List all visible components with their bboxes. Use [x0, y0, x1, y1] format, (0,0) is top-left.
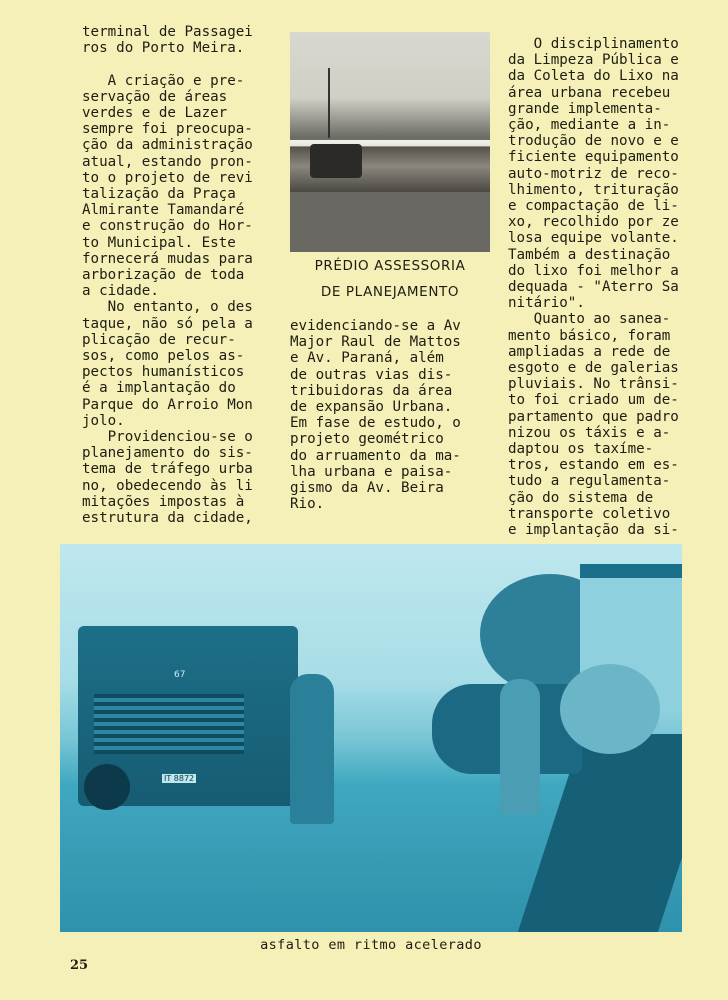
text-line: Também a destinação: [508, 246, 671, 263]
text-line: do lixo foi melhor a: [508, 262, 679, 279]
asphalt-work-photo: [60, 544, 682, 932]
building-photo-caption-line1: PRÉDIO ASSESSORIA: [314, 258, 466, 274]
text-line: tros, estando em es-: [508, 457, 679, 474]
text-line: tema de tráfego urba: [82, 461, 253, 478]
building-photo: [290, 32, 490, 252]
text-line: atual, estando pron-: [82, 153, 253, 170]
text-line: dequada - "Aterro Sa: [508, 279, 679, 296]
text-line: No entanto, o des: [82, 299, 253, 316]
road-roller-drum: [560, 664, 660, 754]
text-line: é a implantação do: [82, 380, 236, 397]
text-line: plicação de recur-: [82, 331, 236, 348]
text-line: lha urbana e paisa-: [290, 463, 453, 480]
text-line: Quanto ao sanea-: [508, 311, 671, 328]
text-line: da Limpeza Pública e: [508, 52, 679, 69]
text-line: terminal de Passagei: [82, 24, 253, 40]
text-line: to foi criado um de-: [508, 392, 679, 409]
text-line: Major Raul de Mattos: [290, 334, 461, 351]
text-line: a cidade.: [82, 283, 159, 300]
text-line: ampliadas a rede de: [508, 343, 671, 360]
text-line: de outras vias dis-: [290, 366, 453, 383]
text-line: projeto geométrico: [290, 431, 444, 448]
antenna-pole: [328, 68, 330, 138]
text-line: tribuidoras da área: [290, 382, 453, 399]
text-line: de expansão Urbana.: [290, 399, 453, 416]
text-line: ção do sistema de: [508, 489, 654, 506]
text-line: e construção do Hor-: [82, 218, 253, 235]
text-line: arborização de toda: [82, 267, 245, 284]
text-line: grande implementa-: [508, 100, 662, 117]
text-line: área urbana recebeu: [508, 84, 671, 101]
text-column-3: [508, 36, 704, 538]
text-line: to o projeto de revi: [82, 169, 253, 186]
text-column-1: [82, 24, 278, 526]
text-line: evidenciando-se a Av: [290, 318, 461, 334]
text-line: transporte coletivo: [508, 505, 671, 522]
text-line: A criação e pre-: [82, 72, 245, 89]
page-number: 25: [70, 958, 89, 973]
text-line: no, obedecendo às li: [82, 477, 253, 494]
truck-wheel: [84, 764, 130, 810]
text-line: xo, recolhido por ze: [508, 214, 679, 231]
text-line: servação de áreas: [82, 88, 228, 105]
text-line: do arruamento da ma-: [290, 447, 461, 464]
text-line: nitário".: [508, 295, 585, 312]
asphalt-photo-caption: asfalto em ritmo acelerado: [260, 937, 482, 953]
text-line: e implantação da si-: [508, 522, 679, 539]
text-line: mento básico, foram: [508, 327, 671, 344]
text-line: partamento que padro: [508, 408, 679, 425]
text-line: to Municipal. Este: [82, 234, 236, 251]
text-line: ção da administração: [82, 137, 253, 154]
text-line: lhimento, trituração: [508, 181, 679, 198]
text-line: e Av. Paraná, além: [290, 350, 444, 367]
text-line: auto-motriz de reco-: [508, 165, 679, 182]
text-line: Almirante Tamandaré: [82, 202, 245, 219]
worker-figure: [500, 679, 540, 814]
text-line: estrutura da cidade,: [82, 510, 253, 527]
text-line: Rio.: [290, 496, 325, 513]
road-shape: [290, 192, 490, 252]
building-photo-caption-line2: DE PLANEJAMENTO: [320, 284, 460, 300]
truck-license-plate: IT 8872: [164, 774, 195, 783]
text-line: Parque do Arroio Mon: [82, 396, 253, 413]
text-line: sempre foi preocupa-: [82, 121, 253, 138]
text-line: [82, 56, 278, 72]
car-shape: [310, 144, 362, 178]
text-line: pluviais. No trânsi-: [508, 376, 679, 393]
text-line: fornecerá mudas para: [82, 250, 253, 267]
text-line: jolo.: [82, 412, 125, 429]
text-column-2: [290, 318, 490, 512]
text-line: talização da Praça: [82, 186, 236, 203]
truck-grille: [94, 694, 244, 754]
text-line: gismo da Av. Beira: [290, 480, 444, 497]
truck-number: 67: [174, 670, 186, 680]
text-line: sos, como pelos as-: [82, 348, 245, 365]
text-line: ção, mediante a in-: [508, 117, 671, 134]
text-line: Providenciou-se o: [82, 429, 253, 446]
text-line: verdes e de Lazer: [82, 105, 228, 122]
text-line: Em fase de estudo, o: [290, 415, 461, 432]
text-line: planejamento do sis-: [82, 445, 253, 462]
text-line: esgoto e de galerias: [508, 360, 679, 377]
worker-figure: [290, 674, 334, 824]
text-line: pectos humanísticos: [82, 364, 245, 381]
text-line: O disciplinamento: [508, 36, 679, 52]
text-line: e compactação de li-: [508, 198, 679, 215]
text-line: taque, não só pela a: [82, 315, 253, 332]
text-line: daptou os taxíme-: [508, 441, 654, 458]
text-line: trodução de novo e e: [508, 133, 679, 150]
text-line: mitações impostas à: [82, 493, 245, 510]
text-line: ficiente equipamento: [508, 149, 679, 166]
text-line: nizou os táxis e a-: [508, 424, 671, 441]
text-line: ros do Porto Meira.: [82, 40, 245, 57]
text-line: tudo a regulamenta-: [508, 473, 671, 490]
text-line: losa equipe volante.: [508, 230, 679, 247]
text-line: da Coleta do Lixo na: [508, 68, 679, 85]
